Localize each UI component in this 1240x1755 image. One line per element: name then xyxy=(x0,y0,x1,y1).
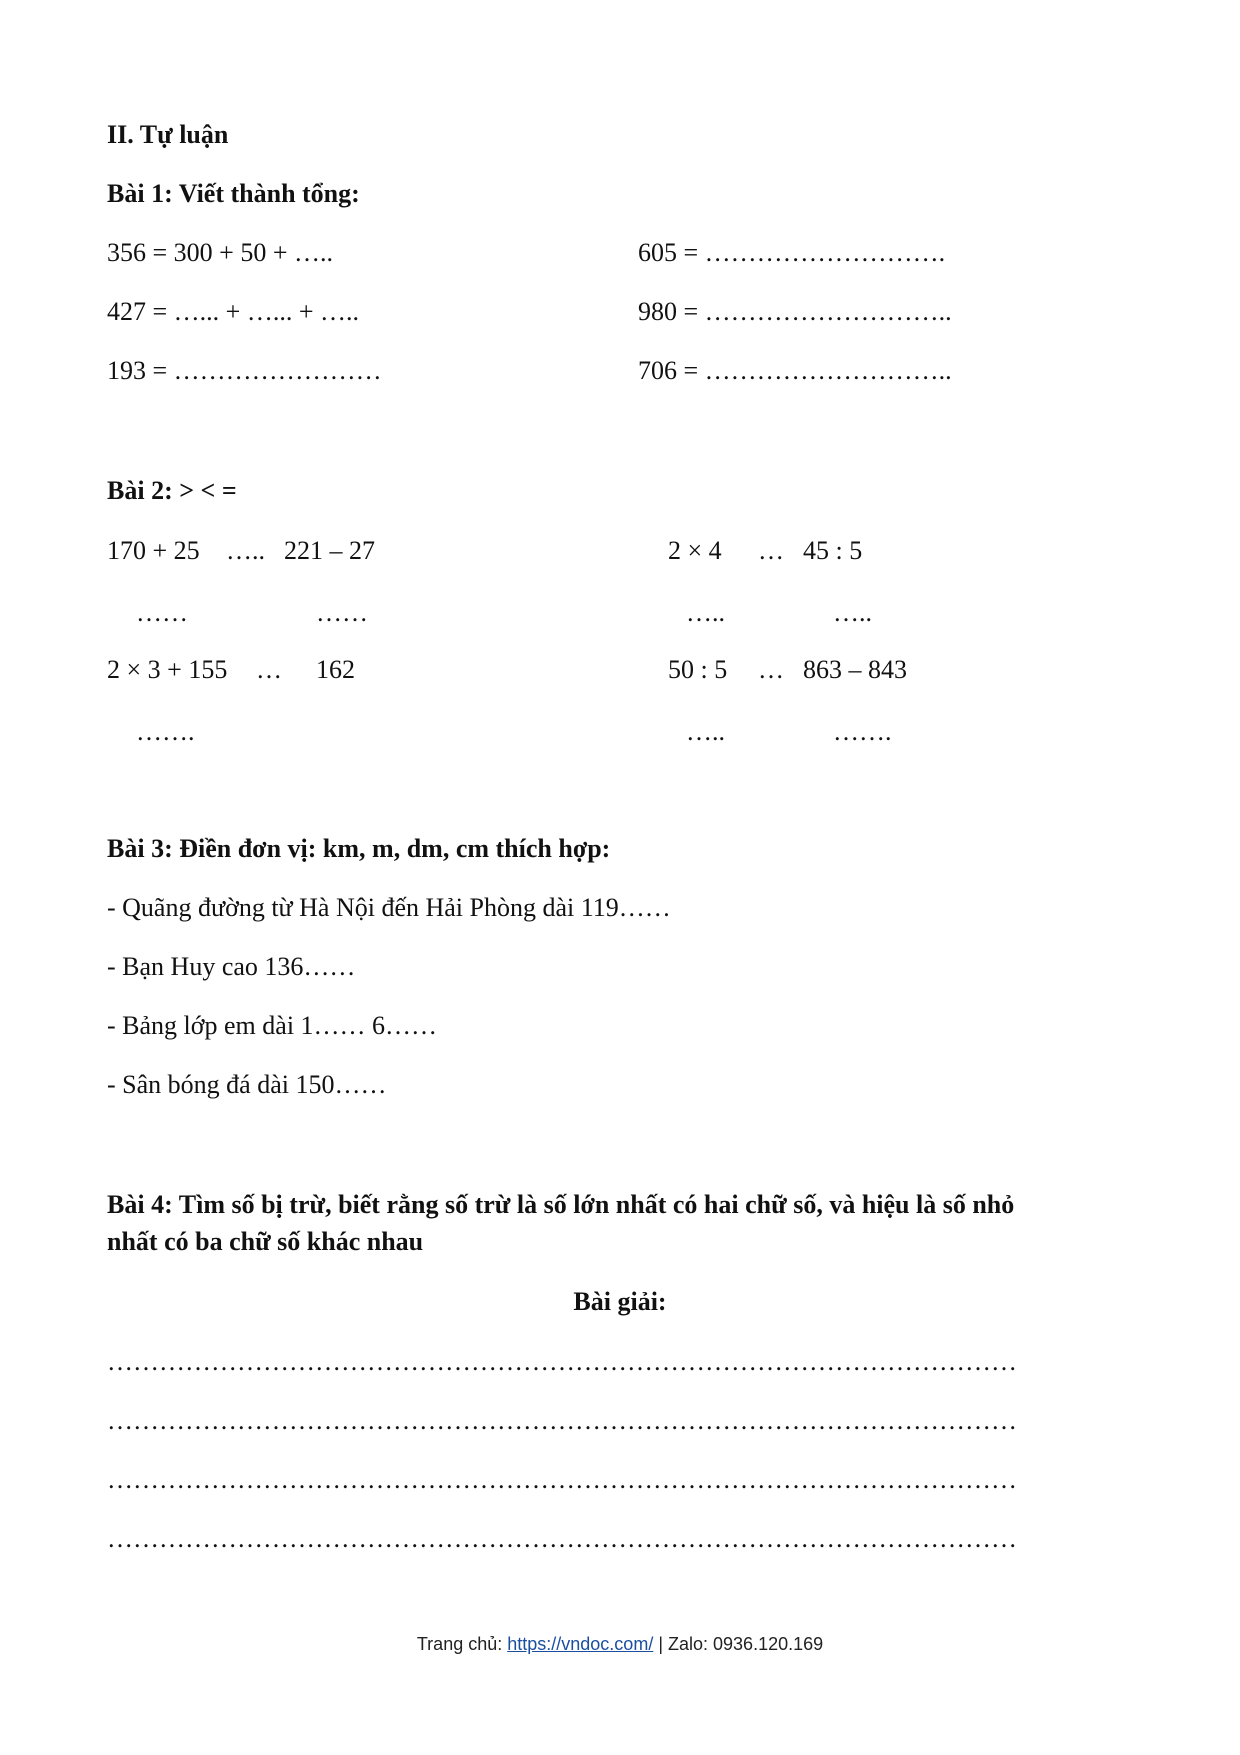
bai1-right-item: 980 = ……………………….. xyxy=(638,297,952,326)
bai2-right-work: ….. xyxy=(686,598,725,627)
bai2-right-work: ……. xyxy=(833,717,892,746)
bai3-item: - Bảng lớp em dài 1…… 6…… xyxy=(107,1011,438,1040)
bai2-right-expression: 2 × 4 xyxy=(668,536,722,565)
bai2-right-work: ….. xyxy=(833,598,872,627)
page-footer xyxy=(0,1634,1240,1655)
answer-line: …………………………………………………………………………………………… xyxy=(107,1524,1017,1553)
bai4-heading-line2: nhất có ba chữ số khác nhau xyxy=(107,1227,424,1256)
bai3-item: - Quãng đường từ Hà Nội đến Hải Phòng dài 119…… xyxy=(107,893,671,922)
bai2-right-blank: … xyxy=(758,655,784,684)
bai2-left-rhs: 162 xyxy=(316,655,355,684)
bai2-left-expression: 170 + 25 xyxy=(107,536,200,565)
bai1-heading: Bài 1: Viết thành tổng: xyxy=(107,179,360,208)
bai2-right-rhs: 45 : 5 xyxy=(803,536,863,565)
bai2-left-blank: ….. xyxy=(226,536,265,565)
bai2-left-work: …… xyxy=(316,598,368,627)
bai1-right-item: 605 = ………………………. xyxy=(638,238,946,267)
bai1-left-item: 356 = 300 + 50 + ….. xyxy=(107,238,333,267)
bai2-heading: Bài 2: > < = xyxy=(107,476,237,505)
section-title: II. Tự luận xyxy=(107,120,229,149)
bai1-left-item: 427 = …... + …... + ….. xyxy=(107,297,359,326)
bai1-left-item: 193 = …………………… xyxy=(107,356,382,385)
bai1-right-item: 706 = ……………………….. xyxy=(638,356,952,385)
bai3-item: - Bạn Huy cao 136…… xyxy=(107,952,356,981)
bai4-heading-line1: Bài 4: Tìm số bị trừ, biết rằng số trừ là số lớn nhất có hai chữ số, và hiệu là số nhỏ xyxy=(107,1190,1015,1219)
bai3-heading: Bài 3: Điền đơn vị: km, m, dm, cm thích hợp: xyxy=(107,834,611,863)
footer-zalo: | Zalo: 0936.120.169 xyxy=(653,1634,824,1654)
bai2-left-expression: 2 × 3 + 155 xyxy=(107,655,228,684)
bai2-right-work: ….. xyxy=(686,717,725,746)
answer-line: …………………………………………………………………………………………… xyxy=(107,1347,1017,1376)
footer-prefix: Trang chủ: xyxy=(416,1634,508,1654)
bai2-left-blank: … xyxy=(256,655,282,684)
bai2-left-rhs: 221 – 27 xyxy=(284,536,375,565)
homepage-link[interactable]: https://vndoc.com/ xyxy=(507,1634,654,1654)
bai2-left-work: ……. xyxy=(136,717,195,746)
bai3-item: - Sân bóng đá dài 150…… xyxy=(107,1070,387,1099)
answer-line: …………………………………………………………………………………………… xyxy=(107,1406,1017,1435)
bai2-right-blank: … xyxy=(758,536,784,565)
answer-line: …………………………………………………………………………………………… xyxy=(107,1465,1017,1494)
bai2-right-expression: 50 : 5 xyxy=(668,655,728,684)
bai4-solution-title: Bài giải: xyxy=(573,1287,667,1316)
bai2-left-work: …… xyxy=(136,598,188,627)
bai2-right-rhs: 863 – 843 xyxy=(803,655,907,684)
